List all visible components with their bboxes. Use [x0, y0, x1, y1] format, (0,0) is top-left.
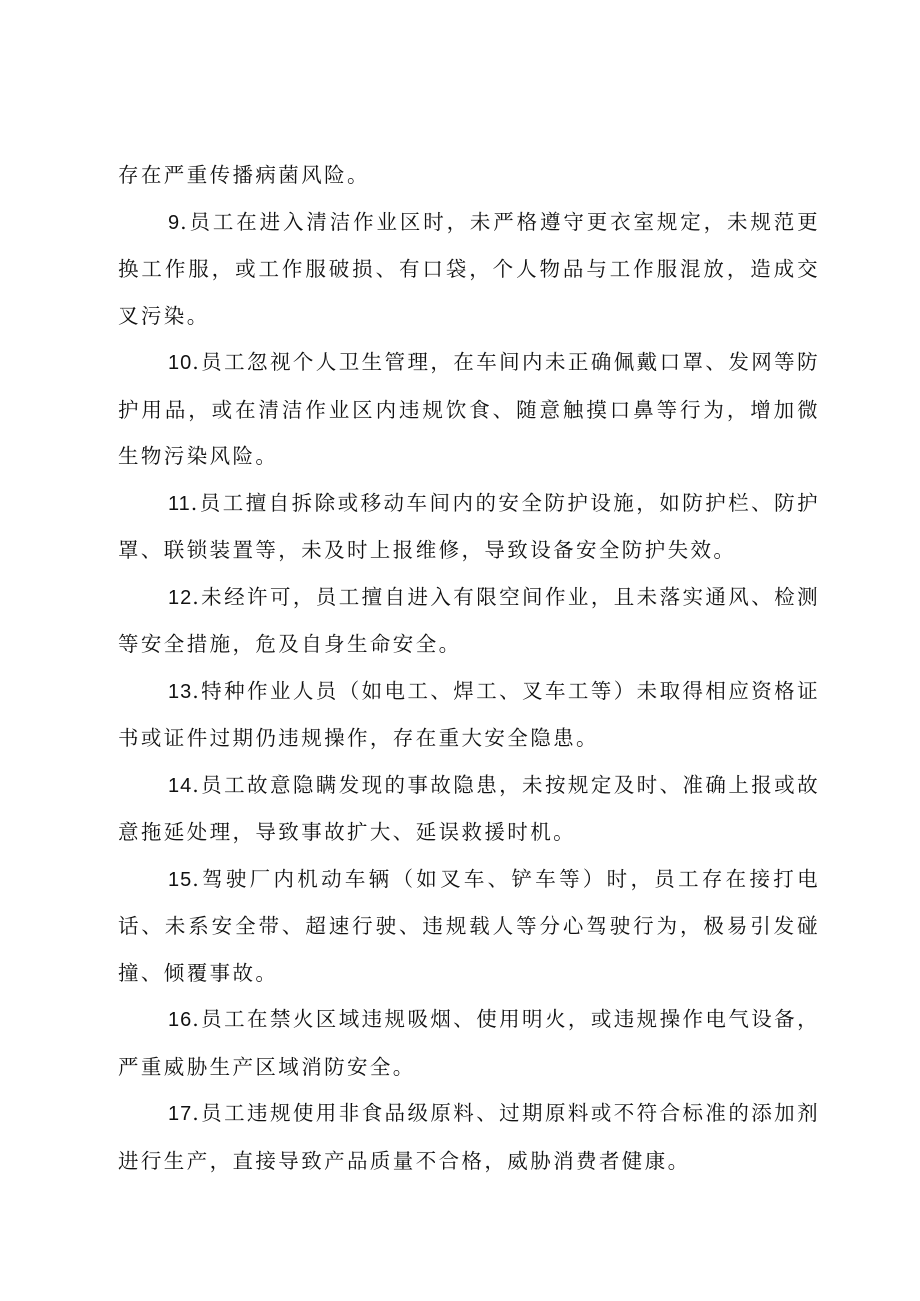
list-item-10 [118, 339, 820, 480]
item-number: 14 [168, 774, 193, 797]
list-item-17 [118, 1090, 820, 1184]
list-item-16 [118, 996, 820, 1090]
list-item-15 [118, 856, 820, 997]
item-number: 15 [168, 868, 193, 891]
list-item-11 [118, 480, 820, 574]
item-text: .未经许可，员工擅自进入有限空间作业，且未落实通风、检测等安全措施，危及自身生命安全。 [118, 584, 820, 656]
paragraph-text: 存在严重传播病菌风险。 [118, 163, 370, 187]
continuation-paragraph [118, 152, 820, 199]
item-text: .员工在进入清洁作业区时，未严格遵守更衣室规定，未规范更换工作服，或工作服破损、有口袋，个人物品与工作服混放，造成交叉污染。 [118, 209, 820, 328]
list-item-9 [118, 199, 820, 340]
document-body [118, 152, 820, 1184]
item-number: 16 [168, 1009, 193, 1031]
item-text: .驾驶厂内机动车辆（如叉车、铲车等）时，员工存在接打电话、未系安全带、超速行驶、违规载人等分心驾驶行为，极易引发碰撞、倾覆事故。 [118, 866, 820, 985]
item-text: .员工故意隐瞒发现的事故隐患，未按规定及时、准确上报或故意拖延处理，导致事故扩大、延误救援时机。 [118, 772, 820, 844]
item-number: 9 [168, 211, 181, 234]
list-item-13 [118, 668, 820, 762]
item-text: .员工忽视个人卫生管理，在车间内未正确佩戴口罩、发网等防护用品，或在清洁作业区内违规饮食、随意触摸口鼻等行为，增加微生物污染风险。 [118, 350, 820, 468]
item-number: 12 [168, 586, 193, 609]
item-text: .特种作业人员（如电工、焊工、叉车工等）未取得相应资格证书或证件过期仍违规操作，存在重大安全隐患。 [118, 678, 820, 750]
item-number: 11 [168, 492, 191, 515]
item-text: .员工在禁火区域违规吸烟、使用明火，或违规操作电气设备，严重威胁生产区域消防安全。 [118, 1007, 820, 1079]
item-number: 17 [168, 1103, 193, 1125]
list-item-14 [118, 762, 820, 856]
list-item-12 [118, 574, 820, 668]
item-text: .员工违规使用非食品级原料、过期原料或不符合标准的添加剂进行生产，直接导致产品质量不合格，威胁消费者健康。 [118, 1101, 820, 1173]
item-number: 13 [168, 680, 193, 703]
item-text: .员工擅自拆除或移动车间内的安全防护设施，如防护栏、防护罩、联锁装置等，未及时上报维修，导致设备安全防护失效。 [118, 490, 820, 562]
item-number: 10 [168, 352, 193, 374]
